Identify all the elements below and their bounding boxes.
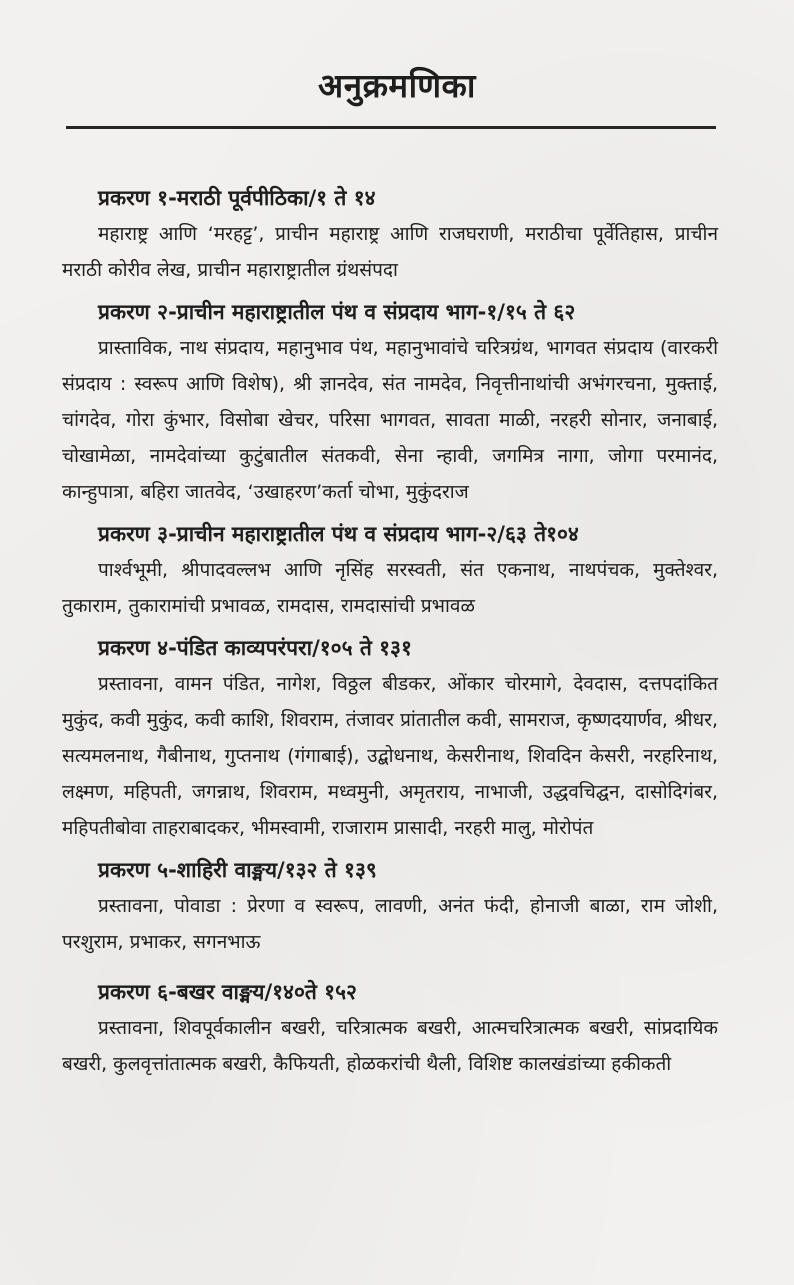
chapter-topics: प्रस्तावना, पोवाडा : प्रेरणा व स्वरूप, लावणी, अनंत फंदी, होनाजी बाळा, राम जोशी, परशुराम, प्रभाकर, सगनभाऊ: [62, 895, 718, 953]
chapter-heading: प्रकरण ६-बखर वाङ्मय/१४०ते १५२: [98, 980, 357, 1004]
chapter-topics: महाराष्ट्र आणि ‘मरहट्ट’, प्राचीन महाराष्ट्र आणि राजघराणी, मराठीचा पूर्वेतिहास, प्राचीन मराठी कोरीव लेख, प्राचीन महाराष्ट्रातील ग्रंथसंपदा: [62, 223, 718, 281]
chapter-1: [62, 180, 718, 288]
chapter-topics: प्रस्तावना, वामन पंडित, नागेश, विठ्ठल बीडकर, ओंकार चोरमागे, देवदास, दत्तपदांकित मुकुंद, कवी मुकुंद, कवी काशि, शिवराम, तंजावर प्रांतातील कवी, सामराज, कृष्णदयार्णव, श्रीधर, सत्यमलनाथ, गैबीनाथ, गुप्तनाथ (गंगाबाई), उद्बोधनाथ, केसरीनाथ, शिवदिन केसरी, नरहरिनाथ, लक्ष्मण, महिपती, जगन्नाथ, शिवराम, मध्वमुनी, अमृतराय, नाभाजी, उद्धवचिद्घन, दासोदिगंबर, महिपतीबोवा ताहराबादकर, भीमस्वामी, राजाराम प्रासादी, नरहरी मालु, मोरोपंत: [62, 673, 718, 839]
chapter-topics: प्रस्तावना, शिवपूर्वकालीन बखरी, चरित्रात्मक बखरी, आत्मचरित्रात्मक बखरी, सांप्रदायिक बखरी, कुलवृत्तांतात्मक बखरी, कैफियती, होळकरांची थैली, विशिष्ट कालखंडांच्या हकीकती: [62, 1017, 718, 1075]
chapter-6: [62, 974, 718, 1082]
chapter-4: [62, 630, 718, 846]
table-of-contents: [62, 180, 718, 1088]
title-underline: [66, 126, 716, 129]
chapter-topics: प्रास्ताविक, नाथ संप्रदाय, महानुभाव पंथ, महानुभावांचे चरित्रग्रंथ, भागवत संप्रदाय (वारकरी संप्रदाय : स्वरूप आणि विशेष), श्री ज्ञानदेव, संत नामदेव, निवृत्तीनाथांची अभंगरचना, मुक्ताई, चांगदेव, गोरा कुंभार, विसोबा खेचर, परिसा भागवत, सावता माळी, नरहरी सोनार, जनाबाई, चोखामेळा, नामदेवांच्या कुटुंबातील संतकवी, सेना न्हावी, जगमित्र नागा, जोगा परमानंद, कान्हुपात्रा, बहिरा जातवेद, ‘उखाहरण’कर्ता चोभा, मुकुंदराज: [62, 337, 718, 503]
chapter-heading: प्रकरण २-प्राचीन महाराष्ट्रातील पंथ व संप्रदाय भाग-१/१५ ते ६२: [98, 300, 576, 324]
page-title: अनुक्रमणिका: [318, 66, 476, 105]
chapter-heading: प्रकरण १-मराठी पूर्वपीठिका/१ ते १४: [98, 186, 376, 210]
chapter-heading: प्रकरण ३-प्राचीन महाराष्ट्रातील पंथ व संप्रदाय भाग-२/६३ ते१०४: [98, 522, 579, 546]
chapter-5: [62, 852, 718, 960]
chapter-topics: पार्श्वभूमी, श्रीपादवल्लभ आणि नृसिंह सरस्वती, संत एकनाथ, नाथपंचक, मुक्तेश्वर, तुकाराम, तुकारामांची प्रभावळ, रामदास, रामदासांची प्रभावळ: [62, 559, 718, 617]
chapter-heading: प्रकरण ५-शाहिरी वाङ्मय/१३२ ते १३९: [98, 858, 377, 882]
chapter-2: [62, 294, 718, 510]
chapter-heading: प्रकरण ४-पंडित काव्यपरंपरा/१०५ ते १३१: [98, 636, 412, 660]
chapter-3: [62, 516, 718, 624]
